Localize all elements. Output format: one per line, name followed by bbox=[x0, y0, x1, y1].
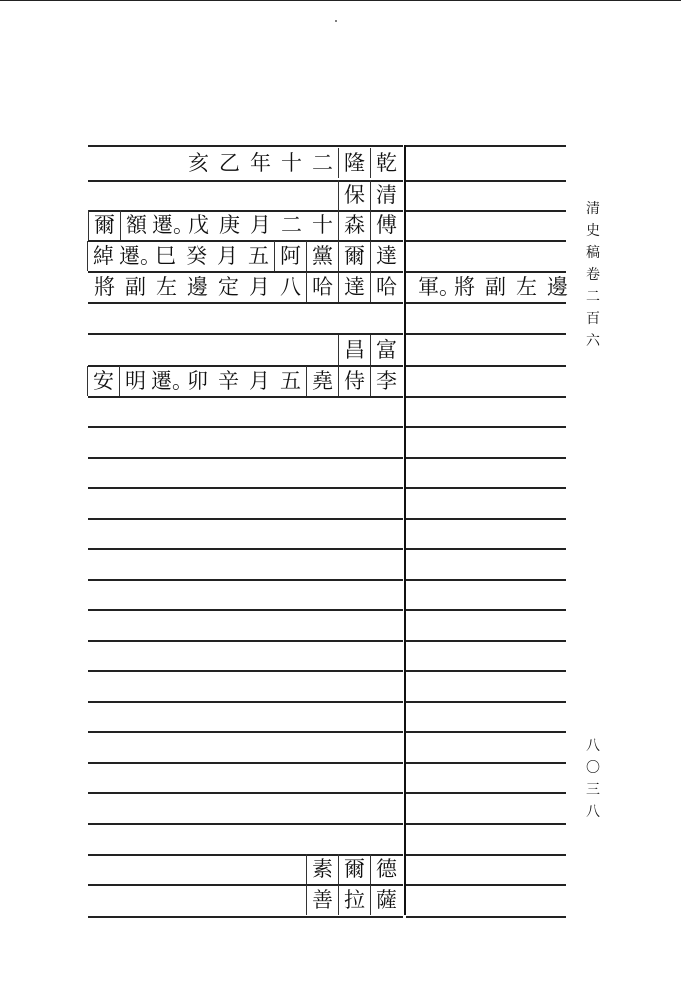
char: 乾 bbox=[370, 148, 402, 178]
rule bbox=[406, 731, 566, 733]
char: 五 bbox=[248, 244, 269, 268]
char: 月 bbox=[249, 369, 270, 393]
row-official bbox=[306, 885, 402, 915]
char: 遷。 bbox=[151, 369, 193, 393]
title-char: 六 bbox=[586, 333, 600, 349]
char: 爾 bbox=[338, 854, 370, 884]
row-official bbox=[89, 272, 402, 302]
char: 昌 bbox=[338, 335, 370, 365]
page-top-edge bbox=[0, 0, 681, 1]
rule bbox=[88, 701, 403, 703]
char: 癸 bbox=[186, 244, 207, 268]
rule bbox=[88, 640, 403, 642]
char: 八 bbox=[280, 275, 301, 299]
page-digit: 八 bbox=[586, 738, 600, 754]
char: 侍 bbox=[338, 366, 370, 396]
title-char: 二 bbox=[586, 289, 600, 305]
scan-speck bbox=[335, 20, 337, 22]
rule bbox=[406, 426, 566, 428]
char: 五 bbox=[280, 369, 301, 393]
char: 李 bbox=[370, 366, 402, 396]
char: 二 bbox=[312, 151, 333, 175]
rule bbox=[88, 302, 403, 304]
char: 月 bbox=[217, 244, 238, 268]
row-official bbox=[88, 210, 402, 240]
char: 將 bbox=[454, 275, 475, 299]
char: 辛 bbox=[218, 369, 239, 393]
char: 左 bbox=[516, 275, 537, 299]
rule bbox=[406, 579, 566, 581]
rule bbox=[88, 762, 403, 764]
rule bbox=[406, 240, 566, 242]
char: 巳 bbox=[155, 244, 176, 268]
rule bbox=[88, 145, 403, 147]
char: 副 bbox=[485, 275, 506, 299]
title-char: 百 bbox=[586, 311, 600, 327]
rule bbox=[406, 670, 566, 672]
page-number bbox=[582, 735, 604, 823]
rule bbox=[406, 854, 566, 856]
char: 阿 bbox=[274, 241, 306, 271]
char: 軍。 bbox=[418, 275, 460, 299]
char: 哈 bbox=[306, 272, 338, 302]
char: 堯 bbox=[306, 366, 338, 396]
rule bbox=[88, 426, 403, 428]
char: 爾 bbox=[338, 241, 370, 271]
char: 哈 bbox=[370, 272, 402, 302]
title-char: 卷 bbox=[586, 267, 600, 283]
char: 額 bbox=[120, 210, 152, 240]
rule bbox=[88, 518, 403, 520]
char: 明 bbox=[119, 366, 151, 396]
rule bbox=[406, 823, 566, 825]
row-official bbox=[306, 854, 402, 884]
char: 達 bbox=[338, 272, 370, 302]
char: 黨 bbox=[306, 241, 338, 271]
row-official bbox=[87, 241, 402, 271]
title-char: 稿 bbox=[586, 245, 600, 261]
rule bbox=[88, 792, 403, 794]
page-digit: 三 bbox=[586, 782, 600, 798]
char: 拉 bbox=[338, 885, 370, 915]
running-title bbox=[582, 198, 604, 352]
char: 綽 bbox=[87, 241, 119, 271]
char: 清 bbox=[370, 180, 402, 210]
rule bbox=[406, 180, 566, 182]
rule bbox=[406, 145, 566, 147]
char: 亥 bbox=[188, 151, 209, 175]
rule bbox=[406, 487, 566, 489]
char: 安 bbox=[87, 366, 119, 396]
char: 富 bbox=[370, 335, 402, 365]
char: 素 bbox=[306, 854, 338, 884]
char: 二 bbox=[281, 213, 302, 237]
rule bbox=[88, 916, 403, 918]
char: 將 bbox=[94, 275, 115, 299]
page-digit: 〇 bbox=[586, 760, 600, 776]
char: 遷。 bbox=[119, 244, 161, 268]
rule bbox=[88, 609, 403, 611]
char: 卯 bbox=[187, 369, 208, 393]
char: 庚 bbox=[219, 213, 240, 237]
char: 月 bbox=[250, 213, 271, 237]
rule bbox=[406, 792, 566, 794]
rule bbox=[88, 457, 403, 459]
char: 遷。 bbox=[152, 213, 194, 237]
rule bbox=[406, 365, 566, 367]
char: 十 bbox=[281, 151, 302, 175]
rule bbox=[406, 333, 566, 335]
char: 左 bbox=[156, 275, 177, 299]
column-separator bbox=[404, 145, 406, 915]
char: 善 bbox=[306, 885, 338, 915]
char: 薩 bbox=[370, 885, 402, 915]
row-official bbox=[338, 335, 402, 365]
char: 森 bbox=[338, 210, 370, 240]
rule bbox=[88, 396, 403, 398]
rule bbox=[88, 670, 403, 672]
char: 邊 bbox=[187, 275, 208, 299]
rule bbox=[406, 762, 566, 764]
rule bbox=[88, 731, 403, 733]
rule bbox=[406, 701, 566, 703]
title-char: 史 bbox=[586, 223, 600, 239]
page-digit: 八 bbox=[586, 804, 600, 820]
rule bbox=[406, 884, 566, 886]
char: 保 bbox=[338, 180, 370, 210]
rule bbox=[406, 609, 566, 611]
rule bbox=[406, 548, 566, 550]
rule bbox=[88, 579, 403, 581]
rule bbox=[88, 823, 403, 825]
char: 戊 bbox=[188, 213, 209, 237]
char: 年 bbox=[250, 151, 271, 175]
row-reign-year bbox=[183, 148, 402, 178]
rule bbox=[406, 640, 566, 642]
row-official bbox=[87, 366, 402, 396]
rule bbox=[406, 302, 566, 304]
char: 副 bbox=[125, 275, 146, 299]
rule bbox=[406, 518, 566, 520]
rule bbox=[88, 548, 403, 550]
char: 隆 bbox=[338, 148, 370, 178]
char: 邊 bbox=[547, 275, 568, 299]
title-char: 清 bbox=[586, 201, 600, 217]
char: 德 bbox=[370, 854, 402, 884]
char: 傅 bbox=[370, 210, 402, 240]
official-table bbox=[88, 140, 568, 920]
char: 十 bbox=[312, 213, 333, 237]
rule bbox=[406, 210, 566, 212]
char: 月 bbox=[249, 275, 270, 299]
char: 定 bbox=[218, 275, 239, 299]
char: 乙 bbox=[219, 151, 240, 175]
rule bbox=[406, 457, 566, 459]
char: 達 bbox=[370, 241, 402, 271]
row-official-note bbox=[418, 272, 573, 302]
rule bbox=[88, 487, 403, 489]
rule bbox=[406, 396, 566, 398]
rule bbox=[406, 916, 566, 918]
row-official bbox=[338, 180, 402, 210]
char: 爾 bbox=[88, 210, 120, 240]
